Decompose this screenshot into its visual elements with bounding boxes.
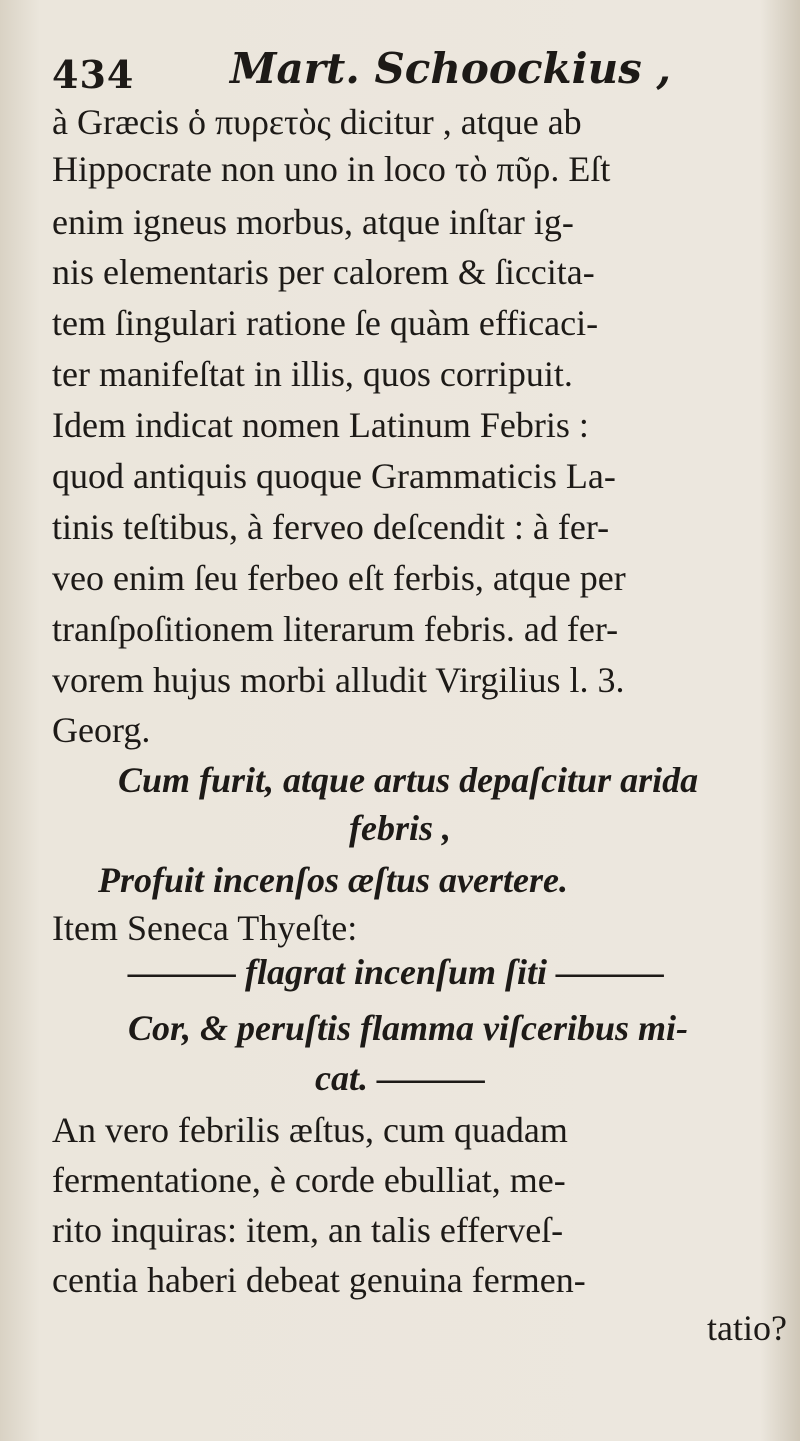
verse-line: Cum furit, atque artus depaſcitur arida <box>118 760 699 800</box>
text-line: veo enim ſeu ferbeo eſt ferbis, atque per <box>52 558 626 598</box>
text-line: fermentatione, è corde ebulliat, me- <box>52 1160 566 1200</box>
verse-line: febris , <box>349 808 451 848</box>
running-title: Mart. Schoockius , <box>230 44 671 93</box>
text-line: tranſpoſitionem literarum febris. ad fer- <box>52 609 619 649</box>
page-header <box>50 40 750 102</box>
text-line: ter manifeſtat in illis, quos corripuit. <box>52 354 573 394</box>
text-line: rito inquiras: item, an talis efferveſ- <box>52 1210 564 1250</box>
text-line: Georg. <box>52 710 151 750</box>
text-line: tem ſingulari ratione ſe quàm efficaci- <box>52 303 599 343</box>
text-line: centia haberi debeat genuina fermen- <box>52 1260 586 1300</box>
text-line: vorem hujus morbi alludit Virgilius l. 3. <box>52 660 625 700</box>
verse-line: cat. ——— <box>315 1058 485 1098</box>
verse-line: Profuit incenſos æſtus avertere. <box>98 860 568 900</box>
text-line: nis elementaris per calorem & ſiccita- <box>52 252 595 292</box>
text-line: enim igneus morbus, atque inſtar ig- <box>52 202 574 242</box>
text-line: An vero febrilis æſtus, cum quadam <box>52 1110 568 1150</box>
text-line: à Græcis ὁ πυρετὸς dicitur , atque ab <box>52 102 582 142</box>
text-line: quod antiquis quoque Grammaticis La- <box>52 456 616 496</box>
text-line: tinis teſtibus, à ferveo deſcendit : à fer- <box>52 507 610 547</box>
page-number: 434 <box>52 52 135 97</box>
text-line: Idem indicat nomen Latinum Febris : <box>52 405 589 445</box>
text-line: tatio? <box>707 1308 787 1348</box>
verse-line: ——— flagrat incenſum ſiti ——— <box>128 952 665 992</box>
text-line: Item Seneca Thyeſte: <box>52 908 358 948</box>
text-line: Hippocrate non uno in loco τὸ πῦρ. Eſt <box>52 149 611 189</box>
verse-line: Cor, & peruſtis flamma viſceribus mi- <box>128 1008 689 1048</box>
